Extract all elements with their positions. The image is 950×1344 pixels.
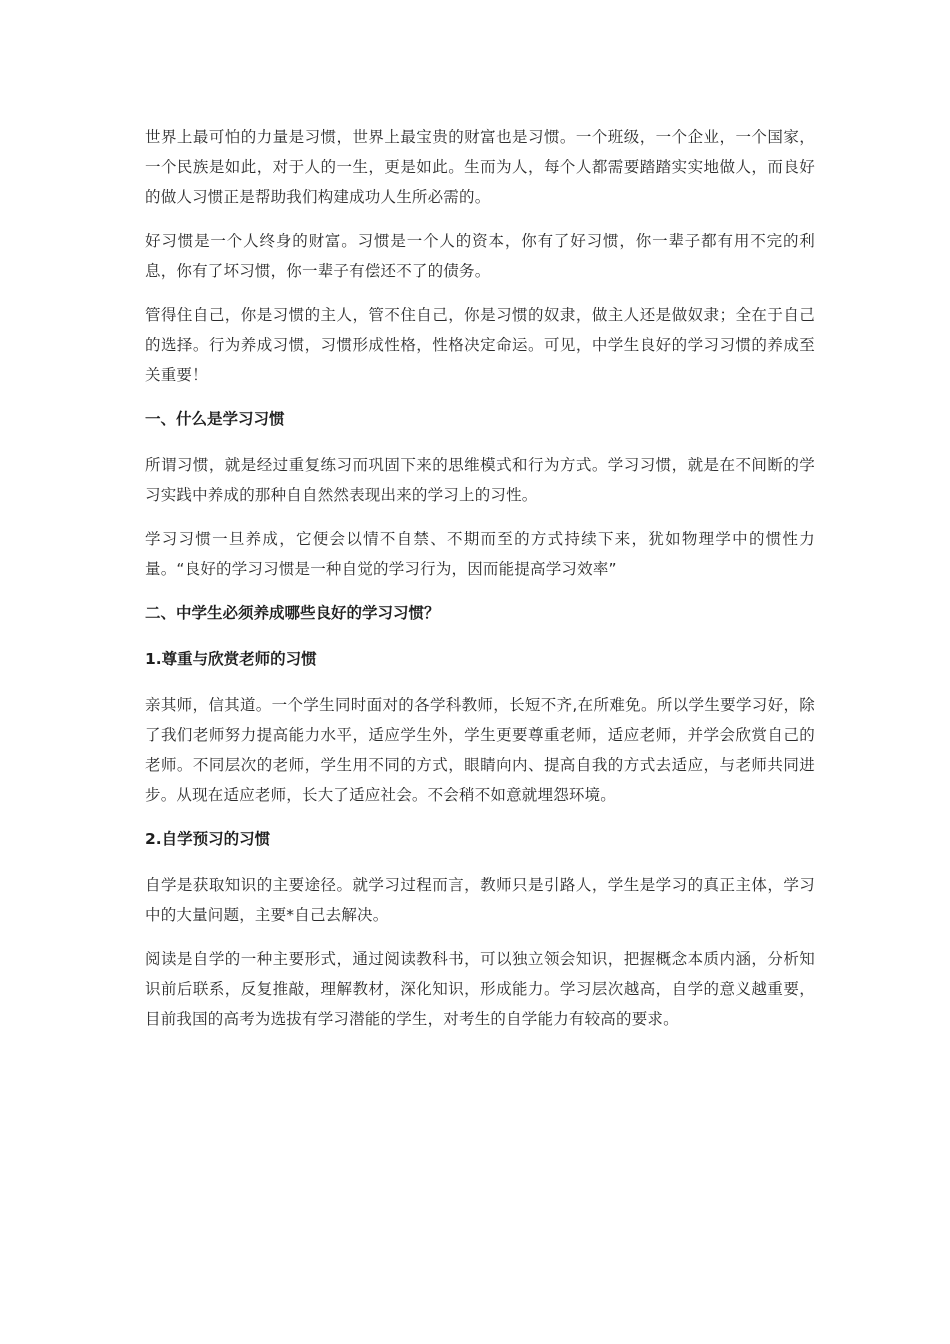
section-heading-which-habits: 二、中学生必须养成哪些良好的学习习惯？ xyxy=(145,604,440,622)
paragraph-self-control: 管得住自己，你是习惯的主人，管不住自己，你是习惯的奴隶，做主人还是做奴隶；全在于自己的选择。行为养成习惯，习惯形成性格，性格决定命运。可见，中学生良好的学习习惯的养成至关重要！ xyxy=(145,306,815,384)
paragraph-good-habit: 好习惯是一个人终身的财富。习惯是一个人的资本，你有了好习惯，你一辈子都有用不完的利息，你有了坏习惯，你一辈子有偿还不了的债务。 xyxy=(145,232,815,280)
section-heading-what-is: 一、什么是学习习惯 xyxy=(145,410,285,428)
paragraph-inertia: 学习习惯一旦养成，它便会以情不自禁、不期而至的方式持续下来，犹如物理学中的惯性力量。“良好的学习习惯是一种自觉的学习行为，因而能提高学习效率” xyxy=(145,530,815,578)
paragraph-intro: 世界上最可怕的力量是习惯，世界上最宝贵的财富也是习惯。一个班级，一个企业，一个国家，一个民族是如此，对于人的一生，更是如此。生而为人，每个人都需要踏踏实实地做人，而良好的做人习惯正是帮助我们构建成功人生所必需的。 xyxy=(145,128,815,206)
subheading-self-study: 2.自学预习的习惯 xyxy=(145,830,271,848)
paragraph-self-study: 自学是获取知识的主要途径。就学习过程而言，教师只是引路人，学生是学习的真正主体，学习中的大量问题，主要*自己去解决。 xyxy=(145,876,815,924)
paragraph-reading: 阅读是自学的一种主要形式，通过阅读教科书，可以独立领会知识，把握概念本质内涵，分析知识前后联系，反复推敲，理解教材，深化知识，形成能力。学习层次越高，自学的意义越重要，目前我国的高考为选拔有学习潜能的学生，对考生的自学能力有较高的要求。 xyxy=(145,950,815,1028)
document-body xyxy=(145,122,815,1048)
paragraph-respect-teacher: 亲其师，信其道。一个学生同时面对的各学科教师，长短不齐,在所难免。所以学生要学习好，除了我们老师努力提高能力水平，适应学生外，学生更要尊重老师，适应老师，并学会欣赏自己的老师。不同层次的老师，学生用不同的方式，眼睛向内、提高自我的方式去适应，与老师共同进步。从现在适应老师，长大了适应社会。不会稍不如意就埋怨环境。 xyxy=(145,696,815,804)
subheading-respect-teacher: 1.尊重与欣赏老师的习惯 xyxy=(145,650,317,668)
paragraph-definition: 所谓习惯，就是经过重复练习而巩固下来的思维模式和行为方式。学习习惯，就是在不间断的学习实践中养成的那种自自然然表现出来的学习上的习性。 xyxy=(145,456,815,504)
